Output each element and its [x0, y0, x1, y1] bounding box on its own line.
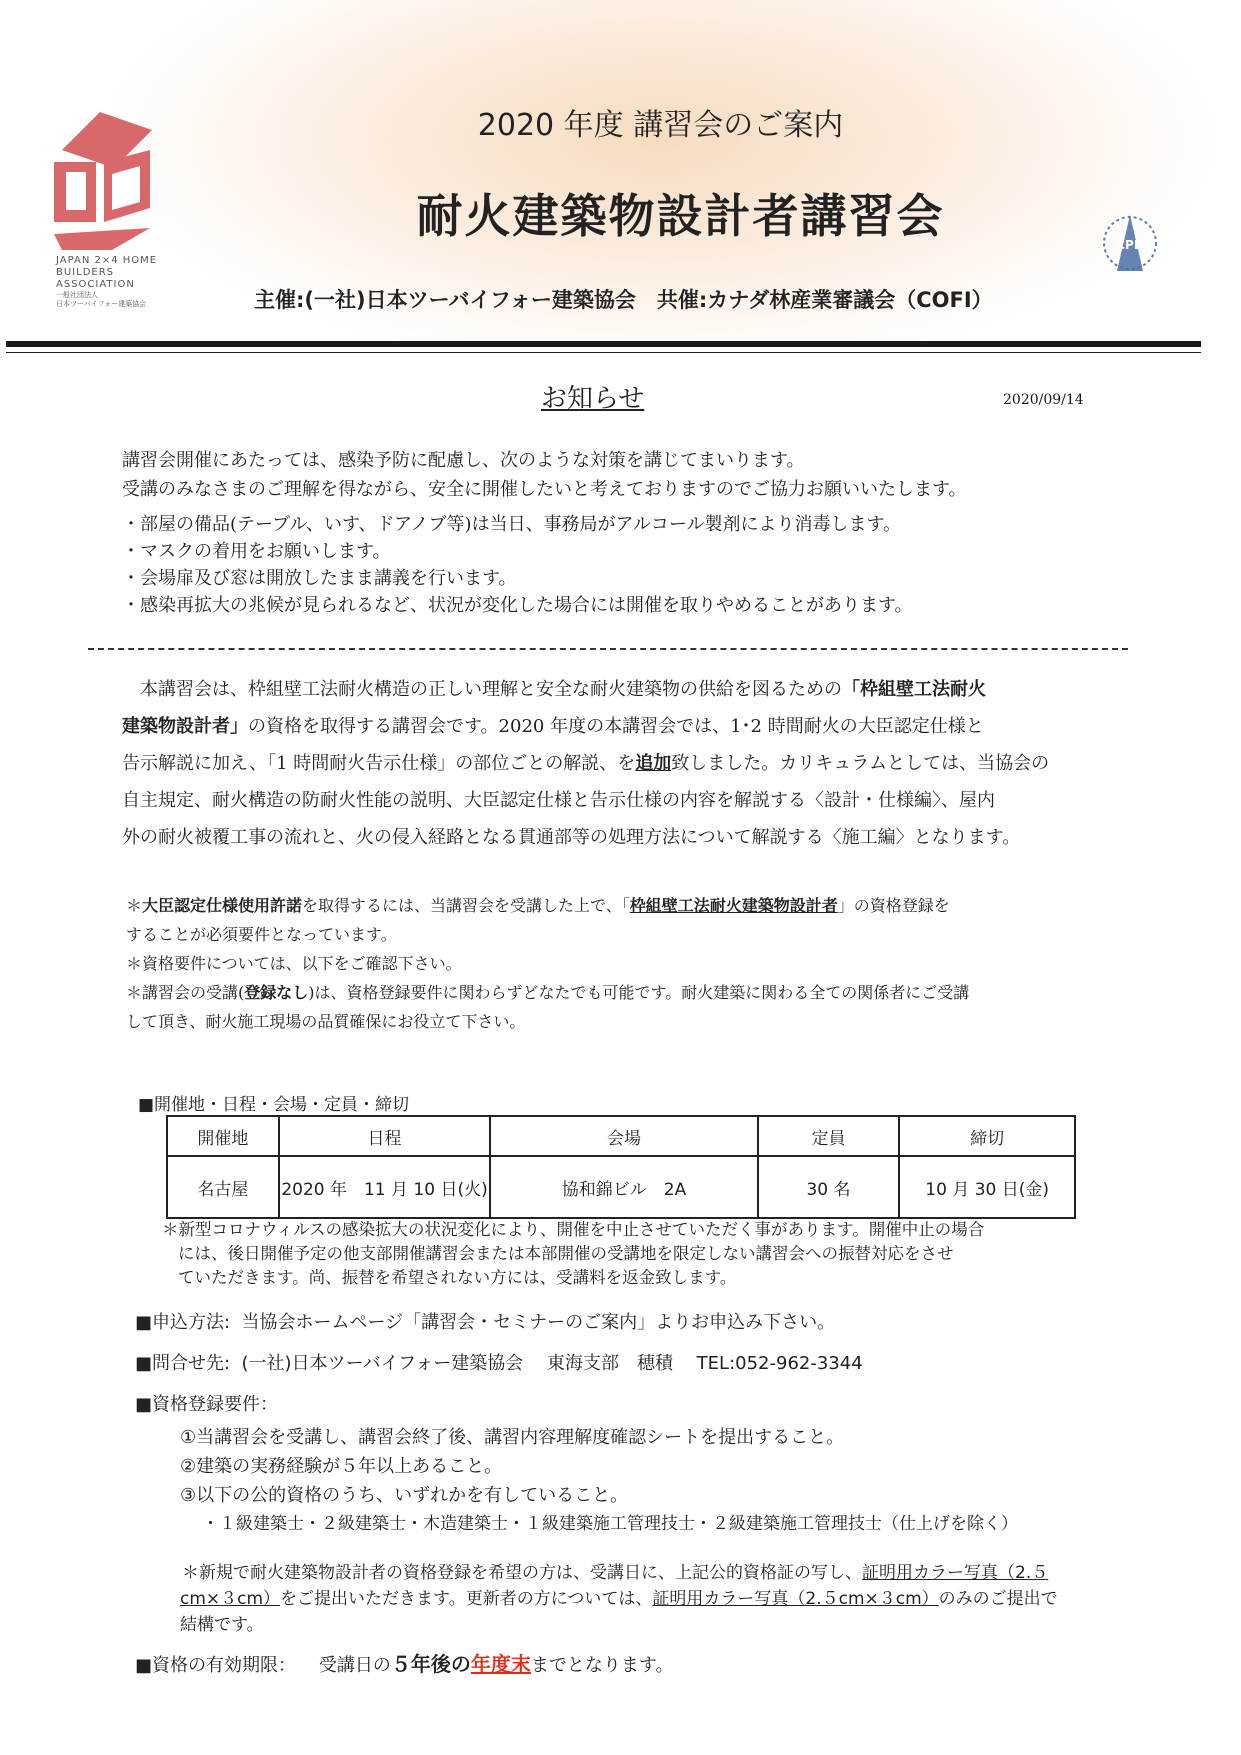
col-venue-city: 開催地 [167, 1116, 279, 1156]
requirement-1: ①当講習会を受講し、講習会終了後、講習内容理解度確認シートを提出すること。 [180, 1427, 845, 1448]
cell-city: 名古屋 [167, 1156, 279, 1218]
schedule-table [166, 1115, 1076, 1219]
schedule-note-3: ていただきます。尚、振替を希望されない方には、受講料を返金致します。 [178, 1268, 737, 1287]
note-permission: ＊大臣認定仕様使用許諾を取得するには、当講習会を受講した上で、「枠組壁工法耐火建築物設計者」の資格登録を [126, 896, 950, 915]
description-line-2: 建築物設計者」の資格を取得する講習会です。2020 年度の本講習会では、1･2 時間耐火の大臣認定仕様と [122, 716, 984, 737]
schedule-note-2: には、後日開催予定の他支部開催講習会または本部開催の受講地を限定しない講習会への振替対応をさせ [178, 1244, 954, 1263]
notice-date: 2020/09/14 [1003, 392, 1084, 408]
requirement-2: ②建築の実務経験が５年以上あること。 [180, 1456, 503, 1477]
description-line-1: 本講習会は、枠組壁工法耐火構造の正しい理解と安全な耐火建築物の供給を図るための「枠組壁工法耐火 [140, 679, 986, 700]
event-title: 耐火建築物設計者講習会 [416, 189, 945, 243]
qualification-list: ・１級建築士・２級建築士・木造建築士・１級建築施工管理技士・２級建築施工管理技士（仕上げを除く） [202, 1514, 1018, 1534]
col-deadline: 締切 [899, 1116, 1075, 1156]
organizers: 主催:(一社)日本ツーバイフォー建築協会 共催:カナダ林産業審議会（COFI） [254, 288, 993, 312]
registration-note-1: ＊新規で耐火建築物設計者の資格登録を希望の方は、受講日に、上記公的資格証の写し、証明用カラー写真（2.５ [182, 1563, 1049, 1583]
notice-intro-2: 受講のみなさまのご理解を得ながら、安全に開催したいと考えておりますのでご協力お願いいたします。 [122, 479, 967, 500]
note-open-attendance: ＊講習会の受講(登録なし)は、資格登録要件に関わらずどなたでも可能です。耐火建築に関わる全ての関係者にご受講 [126, 983, 970, 1002]
description-line-3: 告示解説に加え、「1 時間耐火告示仕様」の部位ごとの解説、を追加致しました。カリキュラムとしては、当協会の [122, 753, 1050, 774]
registration-note-3: 結構です。 [180, 1615, 264, 1635]
notice-bullet-3: ・会場扉及び窓は開放したまま講義を行います。 [122, 568, 517, 589]
notice-bullet-4: ・感染再拡大の兆候が見られるなど、状況が変化した場合には開催を取りやめることがあります。 [122, 595, 913, 616]
notice-intro-1: 講習会開催にあたっては、感染予防に配慮し、次のような対策を講じてまいります。 [122, 450, 805, 471]
schedule-heading: ■開催地・日程・会場・定員・締切 [138, 1095, 410, 1115]
registration-note-2: cm×３cm）をご提出いただきます。更新者の方については、証明用カラー写真（2.５cm×３cm）のみのご提出で [180, 1589, 1058, 1609]
col-venue: 会場 [490, 1116, 757, 1156]
schedule-note-1: ＊新型コロナウィルスの感染拡大の状況変化により、開催を中止させていただく事があります。開催中止の場合 [162, 1220, 985, 1239]
cpd-label: CPD [1116, 238, 1144, 252]
table-header-row [167, 1116, 1075, 1156]
notice-title: お知らせ [541, 384, 645, 414]
cell-venue: 協和錦ビル 2A [490, 1156, 757, 1218]
validity-period: ■資格の有効期限： 受講日の５年後の年度末までとなります。 [135, 1652, 674, 1676]
cell-deadline: 10 月 30 日(金) [899, 1156, 1075, 1218]
section-divider [88, 648, 1128, 650]
logo-text: JAPAN 2×4 HOME BUILDERS ASSOCIATION 一般社団法人 日本ツーバイフォー建築協会 [56, 255, 158, 308]
note-permission-cont: することが必須要件となっています。 [126, 925, 397, 944]
table-row [167, 1156, 1075, 1218]
apply-method: ■申込方法: 当協会ホームページ「講習会・セミナーのご案内」よりお申込み下さい。 [135, 1312, 836, 1333]
header-rule-thin [6, 352, 1201, 353]
requirement-3: ③以下の公的資格のうち、いずれかを有していること。 [180, 1485, 629, 1506]
description-line-4: 自主規定、耐火構造の防耐火性能の説明、大臣認定仕様と告示仕様の内容を解説する〈設計・仕様編〉、屋内 [122, 790, 995, 811]
requirements-label: ■資格登録要件： [135, 1394, 279, 1415]
note-requirements: ＊資格要件については、以下をご確認下さい。 [126, 954, 462, 973]
contact-info: ■問合せ先: (一社)日本ツーバイフォー建築協会 東海支部 穂積 TEL:052-962-3344 [135, 1353, 863, 1374]
cell-date: 2020 年 11 月 10 日(火) [279, 1156, 491, 1218]
note-open-attendance-cont: して頂き、耐火施工現場の品質確保にお役立て下さい。 [126, 1012, 526, 1031]
col-date: 日程 [279, 1116, 491, 1156]
notice-bullet-1: ・部屋の備品(テーブル、いす、ドアノブ等)は当日、事務局がアルコール製剤により消毒します。 [122, 514, 902, 535]
notice-bullet-2: ・マスクの着用をお願いします。 [122, 541, 391, 562]
cell-capacity: 30 名 [758, 1156, 900, 1218]
col-capacity: 定員 [758, 1116, 900, 1156]
event-subtitle: 2020 年度 講習会のご案内 [477, 108, 844, 143]
description-line-5: 外の耐火被覆工事の流れと、火の侵入経路となる貫通部等の処理方法について解説する〈施工編〉となります。 [122, 827, 1021, 848]
header-rule [6, 341, 1201, 347]
